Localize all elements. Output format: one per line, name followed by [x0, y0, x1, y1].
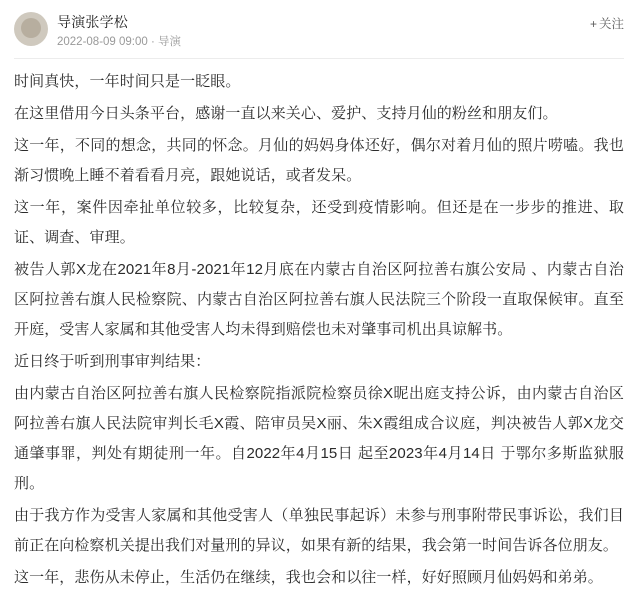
post-body: [14, 59, 624, 593]
paragraph: 由内蒙古自治区阿拉善右旗人民检察院指派院检察员徐X昵出庭支持公诉，由内蒙古自治区阿拉善右旗人民法院审判长毛X霞、陪审员吴X丽、朱X霞组成合议庭，判决被告人郭X龙交通肇事罪，判处有期徒刑一年。自2022年4月15日 起至2023年4月14日 于鄂尔多斯监狱服刑。: [14, 385, 624, 492]
paragraph: 在这里借用今日头条平台，感谢一直以来关心、爱护、支持月仙的粉丝和朋友们。: [14, 105, 558, 122]
author-meta: [57, 12, 590, 50]
paragraph: 这一年，悲伤从未停止，生活仍在继续，我也会和以往一样，好好照顾月仙妈妈和弟弟。: [14, 569, 603, 586]
author-name[interactable]: 导演张学松: [57, 14, 128, 30]
paragraph: 这一年，不同的想念，共同的怀念。月仙的妈妈身体还好，偶尔对着月仙的照片唠嗑。我也渐习惯晚上睡不着看看月亮，跟她说话，或者发呆。: [14, 137, 624, 184]
avatar[interactable]: [14, 12, 48, 46]
post-header: [14, 10, 624, 56]
paragraph: 这一年，案件因牵扯单位较多，比较复杂，还受到疫情影响。但还是在一步步的推进、取证、调查、审理。: [14, 199, 624, 246]
paragraph: 时间真快，一年时间只是一眨眼。: [14, 73, 241, 90]
follow-label: 关注: [598, 17, 624, 31]
paragraph: 被告人郭X龙在2021年8月-2021年12月底在内蒙古自治区阿拉善右旗公安局 、内蒙古自治区阿拉善右旗人民检察院、内蒙古自治区阿拉善右旗人民法院三个阶段一直取保候审。直至开庭，受害人家属和其他受害人均未得到赔偿也未对肇事司机出具谅解书。: [14, 261, 624, 338]
paragraph: 由于我方作为受害人家属和其他受害人（单独民事起诉）未参与刑事附带民事诉讼，我们目前正在向检察机关提出我们对量刑的异议，如果有新的结果，我会第一时间告诉各位朋友。: [14, 507, 624, 554]
follow-button[interactable]: [590, 12, 624, 33]
post-timestamp: 2022-08-09 09:00 · 导演: [57, 36, 182, 48]
plus-icon: +: [589, 17, 597, 31]
paragraph: 近日终于听到刑事审判结果：: [14, 353, 211, 370]
